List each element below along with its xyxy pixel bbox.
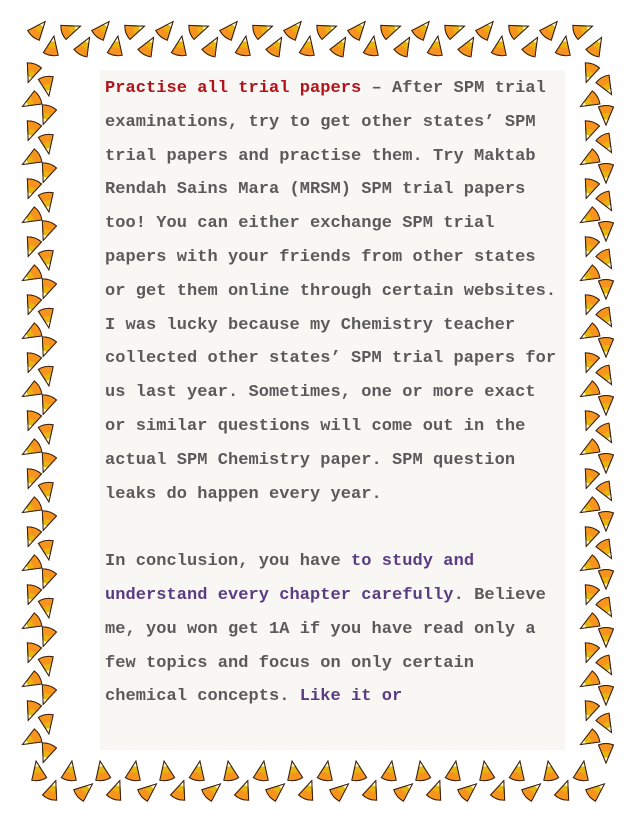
candy-corn-icon <box>555 35 573 57</box>
candy-corn-icon <box>595 364 618 388</box>
candy-corn-icon <box>599 164 614 184</box>
candy-corn-icon <box>91 17 115 42</box>
candy-corn-icon <box>347 17 371 42</box>
candy-corn-icon <box>38 597 56 619</box>
candy-corn-icon <box>19 322 43 345</box>
candy-corn-icon <box>19 728 43 751</box>
document-body <box>100 70 565 750</box>
candy-corn-icon <box>541 760 559 782</box>
candy-corn-icon <box>381 760 399 782</box>
candy-corn-icon <box>123 19 146 40</box>
candy-corn-icon <box>36 567 57 590</box>
candy-corn-icon <box>201 34 224 58</box>
candy-corn-icon <box>38 539 56 561</box>
candy-corn-icon <box>155 17 179 42</box>
candy-corn-icon <box>577 670 601 693</box>
candy-corn-icon <box>577 148 601 171</box>
candy-corn-icon <box>19 264 43 287</box>
conclusion-intro: In conclusion, you have <box>105 552 352 572</box>
candy-corn-icon <box>21 583 42 606</box>
candy-corn-icon <box>539 17 563 42</box>
candy-corn-icon <box>38 423 56 445</box>
candy-corn-icon <box>21 177 42 200</box>
candy-corn-icon <box>595 190 618 214</box>
candy-corn-icon <box>427 35 445 57</box>
candy-corn-icon <box>201 778 226 802</box>
candy-corn-icon <box>106 778 127 801</box>
candy-corn-icon <box>21 467 42 490</box>
candy-corn-icon <box>379 19 402 40</box>
candy-corn-icon <box>21 235 42 258</box>
candy-corn-icon <box>38 191 56 213</box>
candy-corn-icon <box>21 699 42 722</box>
candy-corn-icon <box>36 625 57 648</box>
candy-corn-icon <box>595 74 618 98</box>
candy-corn-icon <box>595 538 618 562</box>
candy-corn-icon <box>189 760 207 782</box>
candy-corn-icon <box>107 35 125 57</box>
candy-corn-icon <box>299 35 317 57</box>
candy-corn-icon <box>595 306 618 330</box>
candy-corn-icon <box>170 778 191 801</box>
candy-corn-icon <box>19 148 43 171</box>
candy-corn-icon <box>577 496 601 519</box>
candy-corn-icon <box>221 760 239 782</box>
candy-corn-icon <box>38 307 56 329</box>
candy-corn-icon <box>285 760 303 782</box>
candy-corn-icon <box>595 132 618 156</box>
candy-corn-icon <box>411 17 435 42</box>
candy-corn-icon <box>577 206 601 229</box>
candy-corn-icon <box>317 760 335 782</box>
candy-corn-icon <box>413 760 431 782</box>
candy-corn-icon <box>253 760 271 782</box>
candy-corn-icon <box>19 554 43 577</box>
candy-corn-icon <box>21 641 42 664</box>
candy-corn-icon <box>59 19 82 40</box>
candy-corn-icon <box>349 760 367 782</box>
candy-corn-icon <box>585 778 610 802</box>
candy-corn-icon <box>36 509 57 532</box>
candy-corn-icon <box>38 655 56 677</box>
candy-corn-icon <box>19 438 43 461</box>
candy-corn-icon <box>36 741 57 764</box>
candy-corn-icon <box>38 249 56 271</box>
paragraph-spacer <box>100 511 565 545</box>
candy-corn-icon <box>573 760 591 782</box>
candy-corn-icon <box>577 264 601 287</box>
candy-corn-icon <box>171 35 189 57</box>
conclusion-tail: Like it or <box>299 687 403 707</box>
candy-corn-icon <box>21 119 42 142</box>
candy-corn-icon <box>234 778 255 801</box>
candy-corn-icon <box>125 760 143 782</box>
candy-corn-icon <box>599 454 614 474</box>
candy-corn-icon <box>19 206 43 229</box>
candy-corn-icon <box>235 35 253 57</box>
candy-corn-icon <box>595 422 618 446</box>
candy-corn-icon <box>477 760 495 782</box>
candy-corn-icon <box>490 778 511 801</box>
candy-corn-icon <box>298 778 319 801</box>
candy-corn-icon <box>599 396 614 416</box>
candy-corn-icon <box>577 380 601 403</box>
candy-corn-icon <box>577 554 601 577</box>
candy-corn-icon <box>393 34 416 58</box>
candy-corn-icon <box>21 293 42 316</box>
candy-corn-icon <box>265 778 290 802</box>
candy-corn-icon <box>61 760 79 782</box>
candy-corn-icon <box>36 277 57 300</box>
candy-corn-icon <box>93 760 111 782</box>
candy-corn-icon <box>21 409 42 432</box>
candy-corn-icon <box>599 280 614 300</box>
candy-corn-icon <box>577 438 601 461</box>
candy-corn-icon <box>38 75 56 97</box>
candy-corn-icon <box>599 628 614 648</box>
candy-corn-icon <box>509 760 527 782</box>
candy-corn-icon <box>21 351 42 374</box>
candy-corn-icon <box>137 34 160 58</box>
candy-corn-icon <box>29 760 47 782</box>
candy-corn-icon <box>585 34 608 58</box>
candy-corn-icon <box>554 778 575 801</box>
candy-corn-icon <box>21 61 42 84</box>
paragraph-trial-papers <box>100 70 565 511</box>
candy-corn-icon <box>43 35 61 57</box>
candy-corn-icon <box>36 103 57 126</box>
candy-corn-icon <box>595 654 618 678</box>
conclusion-emphasis: to study and understand every chapter carefully <box>105 552 475 605</box>
candy-corn-icon <box>426 778 447 801</box>
candy-corn-icon <box>38 133 56 155</box>
candy-corn-icon <box>363 35 381 57</box>
candy-corn-icon <box>42 778 63 801</box>
candy-corn-icon <box>36 393 57 416</box>
candy-corn-icon <box>599 570 614 590</box>
candy-corn-icon <box>595 248 618 272</box>
paragraph-trial-papers-text: – After SPM trial examinations, try to get other states’ SPM trial papers and practise them. Try Maktab Rendah Sains Mara (MRSM) SPM trial papers too! You can either exchange SPM trial papers with your friends from other states or get them online through certain websites. I was lucky because my Chemistry teacher collected other states’ SPM trial papers for us last year. Sometimes, one or more exact or similar questions will come out in the actual SPM Chemistry paper. SPM question leaks do happen every year. <box>105 79 557 504</box>
candy-corn-icon <box>36 683 57 706</box>
candy-corn-icon <box>445 760 463 782</box>
candy-corn-icon <box>599 744 614 764</box>
heading-practise-trial-papers: Practise all trial papers <box>105 79 362 98</box>
candy-corn-icon <box>73 34 96 58</box>
candy-corn-icon <box>393 778 418 802</box>
candy-corn-icon <box>577 90 601 113</box>
candy-corn-icon <box>595 480 618 504</box>
candy-corn-icon <box>36 161 57 184</box>
candy-corn-icon <box>521 34 544 58</box>
candy-corn-icon <box>19 380 43 403</box>
candy-corn-icon <box>599 222 614 242</box>
candy-corn-icon <box>19 90 43 113</box>
candy-corn-icon <box>38 365 56 387</box>
candy-corn-icon <box>577 728 601 751</box>
candy-corn-icon <box>19 496 43 519</box>
candy-corn-icon <box>577 612 601 635</box>
candy-corn-icon <box>251 19 274 40</box>
candy-corn-icon <box>19 670 43 693</box>
candy-corn-icon <box>157 760 175 782</box>
candy-corn-icon <box>571 19 594 40</box>
candy-corn-icon <box>19 612 43 635</box>
candy-corn-icon <box>329 778 354 802</box>
candy-corn-icon <box>599 106 614 126</box>
candy-corn-icon <box>36 335 57 358</box>
candy-corn-icon <box>599 338 614 358</box>
candy-corn-icon <box>491 35 509 57</box>
candy-corn-icon <box>27 17 51 42</box>
candy-corn-icon <box>38 481 56 503</box>
candy-corn-icon <box>73 778 98 802</box>
candy-corn-icon <box>38 713 56 735</box>
candy-corn-icon <box>599 512 614 532</box>
candy-corn-icon <box>443 19 466 40</box>
conclusion-text: . Believe me, you won get 1A if you have read only a few topics and focus on only certain chemical concepts. <box>105 585 546 707</box>
candy-corn-icon <box>599 686 614 706</box>
candy-corn-icon <box>36 451 57 474</box>
candy-corn-icon <box>457 778 482 802</box>
candy-corn-icon <box>315 19 338 40</box>
candy-corn-icon <box>265 34 288 58</box>
candy-corn-icon <box>362 778 383 801</box>
candy-corn-icon <box>21 525 42 548</box>
candy-corn-icon <box>283 17 307 42</box>
candy-corn-icon <box>187 19 210 40</box>
candy-corn-icon <box>521 778 546 802</box>
candy-corn-icon <box>507 19 530 40</box>
candy-corn-icon <box>137 778 162 802</box>
candy-corn-icon <box>595 596 618 620</box>
candy-corn-icon <box>475 17 499 42</box>
candy-corn-icon <box>219 17 243 42</box>
paragraph-conclusion <box>100 545 565 714</box>
candy-corn-icon <box>595 712 618 736</box>
candy-corn-icon <box>36 219 57 242</box>
candy-corn-icon <box>577 322 601 345</box>
candy-corn-icon <box>329 34 352 58</box>
candy-corn-icon <box>457 34 480 58</box>
